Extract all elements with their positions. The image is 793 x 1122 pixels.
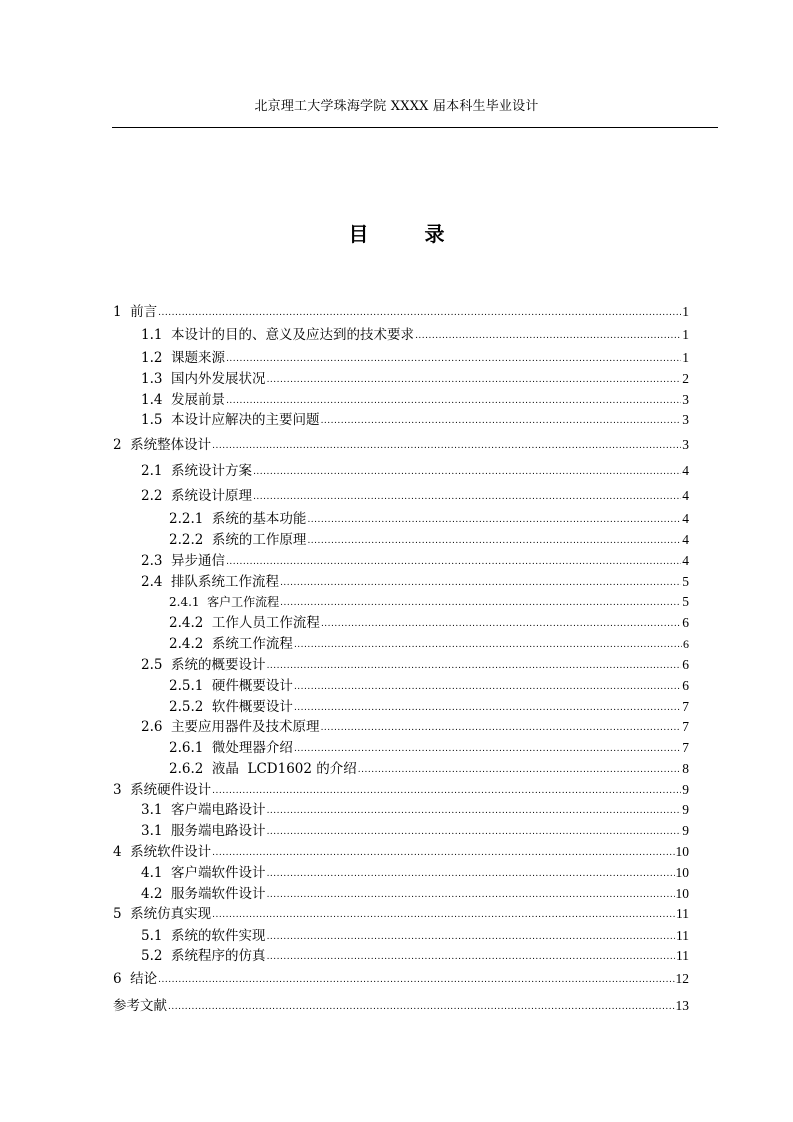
toc-entry-page: 2 bbox=[682, 371, 689, 386]
toc-leader-dots bbox=[267, 947, 675, 967]
toc-entry-page: 6 bbox=[682, 678, 689, 693]
toc-entry-1-2[interactable] bbox=[141, 348, 689, 368]
toc-entry-label: 1.2 课题来源 bbox=[141, 350, 226, 366]
toc-entry-page: 4 bbox=[682, 532, 689, 547]
toc-entry-2-2[interactable] bbox=[141, 486, 689, 506]
toc-leader-dots bbox=[280, 593, 681, 613]
toc-entry-label: 2.6.1 微处理器介绍 bbox=[169, 740, 293, 756]
toc-entry-1-3[interactable] bbox=[141, 369, 689, 389]
toc-leader-dots bbox=[358, 760, 681, 780]
toc-leader-dots bbox=[212, 905, 675, 925]
toc-title: 目 录 bbox=[348, 222, 463, 246]
toc-entry-page: 9 bbox=[682, 782, 689, 797]
toc-entry-references[interactable] bbox=[113, 996, 689, 1016]
toc-entry-2-6[interactable] bbox=[141, 717, 689, 737]
toc-leader-dots bbox=[294, 677, 681, 697]
header-title: 北京理工大学珠海学院 XXXX 届本科生毕业设计 bbox=[254, 99, 539, 114]
toc-entry-page: 6 bbox=[683, 637, 689, 651]
toc-entry-page: 4 bbox=[682, 511, 689, 526]
toc-entry-page: 6 bbox=[682, 615, 689, 630]
toc-entry-3-1b[interactable] bbox=[141, 821, 689, 841]
toc-entry-label: 4.2 服务端软件设计 bbox=[141, 886, 266, 902]
toc-leader-dots bbox=[321, 411, 682, 431]
toc-leader-dots bbox=[253, 487, 681, 507]
toc-entry-page: 11 bbox=[676, 948, 689, 963]
toc-entry-label: 4 系统软件设计 bbox=[113, 844, 212, 860]
toc-entry-1-5[interactable] bbox=[141, 410, 689, 430]
toc-entry-2-4-2[interactable] bbox=[169, 613, 689, 633]
toc-leader-dots bbox=[226, 552, 681, 572]
toc-entry-page: 10 bbox=[675, 865, 689, 880]
toc-entry-6[interactable] bbox=[113, 969, 689, 989]
toc-entry-page: 4 bbox=[682, 488, 689, 503]
toc-entry-2-2-2[interactable] bbox=[169, 530, 689, 550]
toc-leader-dots bbox=[226, 349, 681, 369]
toc-leader-dots bbox=[294, 635, 682, 655]
toc-leader-dots bbox=[267, 864, 675, 884]
toc-leader-dots bbox=[253, 462, 681, 482]
toc-entry-page: 3 bbox=[682, 392, 689, 407]
toc-entry-label: 1.4 发展前景 bbox=[141, 392, 226, 408]
toc-entry-1-4[interactable] bbox=[141, 390, 689, 410]
toc-entry-2[interactable] bbox=[113, 435, 689, 455]
toc-entry-label: 3 系统硬件设计 bbox=[113, 782, 212, 798]
toc-entry-page: 4 bbox=[682, 463, 689, 478]
toc-leader-dots bbox=[415, 326, 681, 346]
toc-entry-label: 1.1 本设计的目的、意义及应达到的技术要求 bbox=[141, 327, 415, 343]
toc-entry-page: 7 bbox=[682, 740, 689, 755]
toc-entry-page: 1 bbox=[682, 327, 689, 342]
toc-entry-label: 5 系统仿真实现 bbox=[113, 906, 212, 922]
toc-leader-dots bbox=[158, 303, 681, 323]
toc-entry-page: 13 bbox=[675, 998, 689, 1013]
toc-leader-dots bbox=[212, 781, 681, 801]
toc-entry-label: 1.3 国内外发展状况 bbox=[141, 371, 266, 387]
toc-entry-2-4-2b[interactable] bbox=[169, 634, 689, 654]
toc-entry-label: 2.4.1 客户工作流程 bbox=[169, 595, 280, 609]
toc-leader-dots bbox=[280, 573, 681, 593]
toc-entry-label: 1 前言 bbox=[113, 304, 158, 320]
toc-entry-label: 2.5.2 软件概要设计 bbox=[169, 699, 293, 715]
toc-entry-label: 2.2.2 系统的工作原理 bbox=[169, 532, 307, 548]
toc-leader-dots bbox=[212, 843, 674, 863]
toc-entry-page: 5 bbox=[682, 574, 689, 589]
toc-leader-dots bbox=[267, 822, 682, 842]
toc-entry-2-4[interactable] bbox=[141, 572, 689, 592]
toc-leader-dots bbox=[267, 885, 675, 905]
toc-entry-page: 7 bbox=[682, 699, 689, 714]
toc-entry-2-6-2[interactable] bbox=[169, 759, 689, 779]
toc-entry-label: 3.1 客户端电路设计 bbox=[141, 802, 266, 818]
toc-entry-label: 5.1 系统的软件实现 bbox=[141, 928, 266, 944]
toc-entry-4-1[interactable] bbox=[141, 863, 689, 883]
toc-entry-2-4-1[interactable] bbox=[169, 592, 689, 612]
toc-entry-label: 2.2.1 系统的基本功能 bbox=[169, 511, 307, 527]
toc-leader-dots bbox=[294, 698, 681, 718]
toc-entry-page: 4 bbox=[682, 553, 689, 568]
toc-entry-label: 2.4.2 系统工作流程 bbox=[169, 636, 293, 652]
toc-entry-page: 5 bbox=[682, 594, 689, 609]
toc-entry-page: 9 bbox=[682, 802, 689, 817]
toc-entry-label: 6 结论 bbox=[113, 971, 158, 987]
toc-entry-page: 11 bbox=[676, 906, 689, 921]
toc-entry-2-6-1[interactable] bbox=[169, 738, 689, 758]
toc-entry-page: 1 bbox=[682, 350, 689, 365]
toc-entry-page: 10 bbox=[675, 886, 689, 901]
toc-leader-dots bbox=[226, 391, 681, 411]
toc-entry-page: 7 bbox=[682, 719, 689, 734]
toc-entry-label: 1.5 本设计应解决的主要问题 bbox=[141, 412, 320, 428]
toc-entry-2-2-1[interactable] bbox=[169, 509, 689, 529]
toc-leader-dots bbox=[267, 801, 682, 821]
toc-leader-dots bbox=[321, 718, 682, 738]
toc-entry-1-1[interactable] bbox=[141, 325, 689, 345]
toc-entry-label: 2.4.2 工作人员工作流程 bbox=[169, 615, 320, 631]
toc-leader-dots bbox=[267, 370, 682, 390]
toc-entry-2-3[interactable] bbox=[141, 551, 689, 571]
toc-entry-page: 11 bbox=[676, 928, 689, 943]
toc-leader-dots bbox=[307, 510, 681, 530]
toc-entry-label: 2.6.2 液晶 LCD1602 的介绍 bbox=[169, 761, 357, 777]
toc-entry-label: 5.2 系统程序的仿真 bbox=[141, 948, 266, 964]
toc-entry-label: 2 系统整体设计 bbox=[113, 437, 212, 453]
toc-entry-page: 6 bbox=[682, 657, 689, 672]
toc-entry-label: 2.4 排队系统工作流程 bbox=[141, 574, 280, 590]
toc-entry-label: 4.1 客户端软件设计 bbox=[141, 865, 266, 881]
toc-entry-label: 2.2 系统设计原理 bbox=[141, 488, 253, 504]
toc-leader-dots bbox=[321, 614, 681, 634]
toc-entry-page: 1 bbox=[682, 304, 689, 319]
toc-entry-label: 参考文献 bbox=[113, 998, 167, 1014]
toc-entry-label: 3.1 服务端电路设计 bbox=[141, 823, 266, 839]
toc-entry-page: 12 bbox=[675, 971, 689, 986]
toc-entry-4-2[interactable] bbox=[141, 884, 689, 904]
toc-entry-page: 9 bbox=[682, 823, 689, 838]
toc-entry-2-1[interactable] bbox=[141, 461, 689, 481]
toc-entry-3[interactable] bbox=[113, 780, 689, 800]
toc-leader-dots bbox=[267, 656, 682, 676]
toc-entry-5[interactable] bbox=[113, 904, 689, 924]
toc-entry-page: 8 bbox=[682, 761, 689, 776]
toc-leader-dots bbox=[168, 997, 675, 1017]
toc-entry-1[interactable] bbox=[113, 302, 689, 322]
toc-entry-label: 2.5.1 硬件概要设计 bbox=[169, 678, 293, 694]
toc-leader-dots bbox=[158, 970, 674, 990]
toc-leader-dots bbox=[294, 739, 681, 759]
toc-entry-5-2[interactable] bbox=[141, 946, 689, 966]
toc-entry-2-5-1[interactable] bbox=[169, 676, 689, 696]
toc-leader-dots bbox=[212, 436, 681, 456]
toc-entry-2-5[interactable] bbox=[141, 655, 689, 675]
toc-entry-label: 2.5 系统的概要设计 bbox=[141, 657, 266, 673]
toc-leader-dots bbox=[307, 531, 681, 551]
toc-entry-2-5-2[interactable] bbox=[169, 697, 689, 717]
toc-entry-page: 3 bbox=[682, 412, 689, 427]
toc-leader-dots bbox=[267, 927, 675, 947]
toc-entry-5-1[interactable] bbox=[141, 926, 689, 946]
toc-entry-label: 2.1 系统设计方案 bbox=[141, 463, 253, 479]
toc-entry-page: 3 bbox=[682, 437, 689, 452]
toc-entry-page: 10 bbox=[675, 844, 689, 859]
toc-entry-4[interactable] bbox=[113, 842, 689, 862]
toc-entry-3-1[interactable] bbox=[141, 800, 689, 820]
toc-entry-label: 2.3 异步通信 bbox=[141, 553, 226, 569]
toc-entry-label: 2.6 主要应用器件及技术原理 bbox=[141, 719, 320, 735]
